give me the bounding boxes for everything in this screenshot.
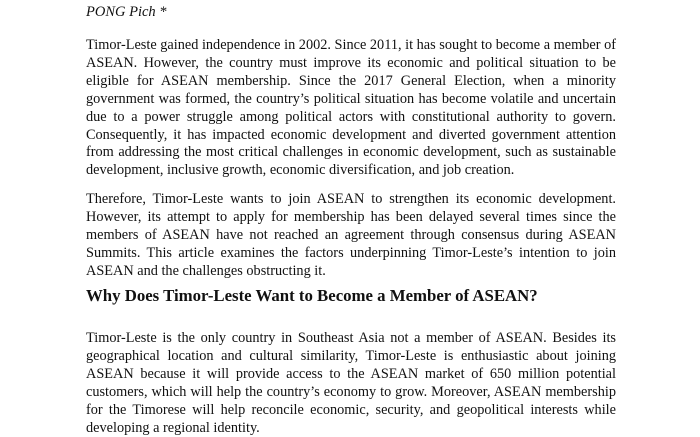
paragraph-3: Timor-Leste is the only country in Southeast Asia not a member of ASEAN. Besides its geographical location and cultural similarity, Timor-Leste is enthusiastic about joining ASEAN because it will provide access to the ASEAN market of 650 million potential customers, which will help the country’s economy to grow. Moreover, ASEAN membership for the Timorese will help reconcile economic, security, and geopolitical interests while developing a regional identity. xyxy=(86,330,616,436)
paragraph-1: Timor-Leste gained independence in 2002. Since 2011, it has sought to become a member of ASEAN. However, the country must improve its economic and political situation to be eligible for ASEAN membership. Since the 2017 General Election, when a minority government was formed, the country’s political situation has become volatile and uncertain due to a power struggle among political actors with constitutional authority to govern. Consequently, it has impacted economic development and diverted government attention from addressing the most critical challenges in economic development, such as sustainable development, inclusive growth, economic diversification, and job creation. xyxy=(86,37,616,179)
section-heading: Why Does Timor-Leste Want to Become a Member of ASEAN? xyxy=(86,286,538,305)
paragraph-2: Therefore, Timor-Leste wants to join ASEAN to strengthen its economic development. However, its attempt to apply for membership has been delayed several times since the members of ASEAN have not reached an agreement through consensus during ASEAN Summits. This article examines the factors underpinning Timor-Leste’s intention to join ASEAN and the challenges obstructing it. xyxy=(86,191,616,279)
author-line: PONG Pich * xyxy=(86,4,167,20)
